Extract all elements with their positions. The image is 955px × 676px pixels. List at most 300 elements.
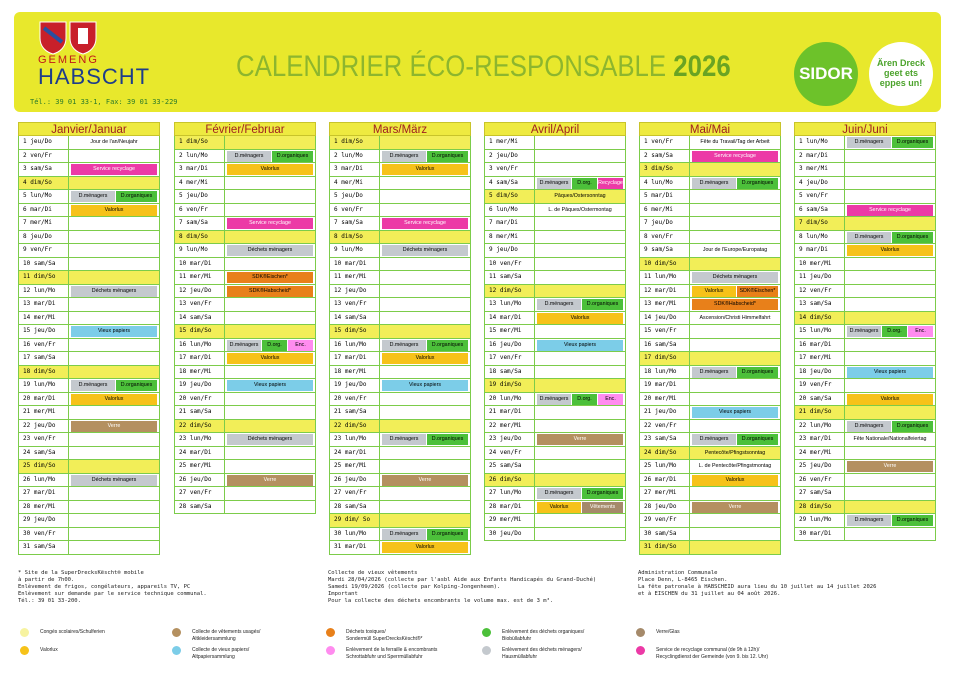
day-label: 10 ven/Fr (485, 258, 535, 271)
day-row (174, 190, 316, 204)
day-row (794, 217, 936, 231)
day-row (639, 163, 781, 177)
day-label: 15 lun/Mo (795, 325, 845, 338)
day-label: 29 ven/Fr (640, 514, 690, 527)
day-label: 16 ven/Fr (19, 339, 69, 352)
day-label: 11 sam/Sa (485, 271, 535, 284)
collection-badge: Déchets ménagers (227, 434, 313, 445)
day-label: 27 sam/Sa (795, 487, 845, 500)
day-label: 20 ven/Fr (330, 393, 380, 406)
day-row (639, 190, 781, 204)
day-row (639, 501, 781, 515)
slogan-badge: Ären Dreck geet ets eppes un! (869, 42, 933, 106)
legend-label: Verre/Glas (656, 629, 680, 635)
day-row (484, 258, 626, 272)
collection-badge: Service recyclage (227, 218, 313, 229)
day-label: 10 mar/Di (175, 258, 225, 271)
day-row (794, 136, 936, 150)
day-label: 15 jeu/Do (19, 325, 69, 338)
day-row (484, 339, 626, 353)
day-row (484, 460, 626, 474)
day-label: 19 lun/Mo (19, 379, 69, 392)
collection-badge: D.ménagers (692, 178, 736, 189)
holiday-label: L. de Pâques/Ostermontag (548, 206, 612, 213)
collection-badge: Valorlux (847, 394, 933, 405)
page-title (236, 50, 731, 84)
day-label: 8 ven/Fr (640, 231, 690, 244)
day-row (639, 285, 781, 299)
day-row (329, 244, 471, 258)
collection-badge: Vieux papiers (692, 407, 778, 418)
day-row (484, 406, 626, 420)
day-row (794, 312, 936, 326)
legend-label: Enlèvement des déchets ménagers/ Hausmüllabfuhr (502, 647, 582, 660)
day-row (484, 325, 626, 339)
day-row (18, 271, 160, 285)
day-label: 16 lun/Mo (175, 339, 225, 352)
day-label: 24 mar/Di (330, 447, 380, 460)
day-label: 23 ven/Fr (19, 433, 69, 446)
day-row (18, 231, 160, 245)
day-label: 17 dim/So (640, 352, 690, 365)
day-label: 9 jeu/Do (485, 244, 535, 257)
legend-swatch (20, 646, 29, 655)
day-row (639, 474, 781, 488)
day-row (18, 406, 160, 420)
day-label: 1 ven/Fr (640, 136, 690, 149)
day-row (329, 163, 471, 177)
day-label: 24 mar/Di (175, 447, 225, 460)
day-label: 15 dim/So (175, 325, 225, 338)
day-row (639, 177, 781, 191)
day-row (174, 474, 316, 488)
day-row (794, 474, 936, 488)
collection-badge: Valorlux (537, 313, 623, 324)
day-row (794, 339, 936, 353)
day-label: 19 ven/Fr (795, 379, 845, 392)
day-label: 17 mar/Di (330, 352, 380, 365)
day-row (174, 285, 316, 299)
day-row (639, 514, 781, 528)
day-row (794, 501, 936, 515)
collection-badge: Verre (227, 475, 313, 486)
legend-swatch (636, 646, 645, 655)
collection-badge: Vieux papiers (71, 326, 157, 337)
day-row (18, 514, 160, 528)
day-label: 25 jeu/Do (795, 460, 845, 473)
day-label: 21 mer/Mi (19, 406, 69, 419)
day-row (329, 514, 471, 528)
month-column (484, 122, 626, 541)
day-row (639, 406, 781, 420)
day-label: 29 jeu/Do (19, 514, 69, 527)
day-row (174, 420, 316, 434)
day-row (639, 541, 781, 555)
day-row (484, 150, 626, 164)
legend-label: Enlèvement de la ferraille & encombrants Schrottabfuhr und Sperrmüllabfuhr (346, 647, 438, 660)
day-row (794, 177, 936, 191)
day-row (18, 258, 160, 272)
day-label: 19 mar/Di (640, 379, 690, 392)
day-row (484, 177, 626, 191)
day-label: 3 sam/Sa (19, 163, 69, 176)
day-label: 26 lun/Mo (19, 474, 69, 487)
day-row (174, 312, 316, 326)
holiday-label: Ascension/Christi Himmelfahrt (699, 314, 771, 321)
day-label: 10 sam/Sa (19, 258, 69, 271)
collection-badge: D.organiques (892, 515, 933, 526)
day-label: 5 dim/So (485, 190, 535, 203)
day-row (18, 393, 160, 407)
day-row (174, 366, 316, 380)
day-label: 16 lun/Mo (330, 339, 380, 352)
day-label: 21 jeu/Do (640, 406, 690, 419)
day-label: 4 sam/Sa (485, 177, 535, 190)
day-row (484, 217, 626, 231)
footer-notes-1: * Site de la SuperDrecksKëscht® mobile à partir de 7h00. Enlèvement de frigos, congélateurs, appareils TV, PC Enlèvement sur demande par le service technique communal. Tél.: 39 01 33-200. (18, 570, 207, 604)
day-label: 15 dim/So (330, 325, 380, 338)
day-label: 8 lun/Mo (795, 231, 845, 244)
day-row (639, 420, 781, 434)
day-row (639, 217, 781, 231)
day-row (329, 447, 471, 461)
day-row (484, 298, 626, 312)
day-label: 18 mer/Mi (175, 366, 225, 379)
day-row (18, 366, 160, 380)
collection-badge: Verre (71, 421, 157, 432)
day-row (794, 190, 936, 204)
day-label: 18 lun/Mo (640, 366, 690, 379)
day-label: 25 mer/Mi (175, 460, 225, 473)
collection-badge: Valorlux (71, 205, 157, 216)
holiday-label: Pentecôte/Pfingstsonntag (704, 449, 766, 456)
day-label: 9 lun/Mo (175, 244, 225, 257)
collection-badge: Valorlux (382, 353, 468, 364)
day-label: 22 dim/So (175, 420, 225, 433)
day-row (484, 474, 626, 488)
day-label: 6 mer/Mi (640, 204, 690, 217)
title-text: CALENDRIER ÉCO-RESPONSABLE (236, 50, 667, 83)
legend-swatch (482, 628, 491, 637)
day-row (329, 501, 471, 515)
collection-badge: D.ménagers (537, 488, 581, 499)
day-label: 10 mer/Mi (795, 258, 845, 271)
day-label: 14 dim/So (795, 312, 845, 325)
day-label: 14 sam/Sa (175, 312, 225, 325)
day-row (639, 136, 781, 150)
day-row (329, 271, 471, 285)
day-label: 23 jeu/Do (485, 433, 535, 446)
footer-notes-2: Collecte de vieux vêtements Mardi 28/04/2026 (collecte par l'asbl Aide aux Enfants Handicapés du Grand-Duché) Samedi 19/09/2026 (collecte par Kolping-Jongenheem). Important Pour la collecte des déchets encombrants le volume max. est de 3 m³. (328, 570, 597, 604)
day-row (794, 285, 936, 299)
day-row (484, 204, 626, 218)
day-row (484, 501, 626, 515)
day-row (639, 433, 781, 447)
day-label: 22 dim/So (330, 420, 380, 433)
day-label: 30 lun/Mo (330, 528, 380, 541)
day-label: 20 ven/Fr (175, 393, 225, 406)
day-row (639, 487, 781, 501)
day-row (484, 447, 626, 461)
holiday-label: Pâques/Ostersonntag (554, 193, 606, 199)
day-label: 23 mar/Di (795, 433, 845, 446)
collection-badge: Valorlux (692, 286, 736, 297)
day-label: 24 dim/So (640, 447, 690, 460)
collection-badge: D.organiques (116, 191, 157, 202)
day-label: 13 ven/Fr (175, 298, 225, 311)
day-label: 5 ven/Fr (795, 190, 845, 203)
month-header: Janvier/Januar (18, 122, 160, 136)
day-row (794, 379, 936, 393)
day-label: 28 mer/Mi (19, 501, 69, 514)
collection-badge: D.ménagers (847, 232, 891, 243)
collection-badge: Valorlux (227, 164, 313, 175)
day-row (639, 271, 781, 285)
day-row (18, 163, 160, 177)
collection-badge: SDK®Habscheid* (227, 286, 313, 297)
day-row (484, 231, 626, 245)
day-label: 25 mer/Mi (330, 460, 380, 473)
collection-badge: D.organiques (427, 340, 468, 351)
day-label: 3 mer/Mi (795, 163, 845, 176)
collection-badge: D.ménagers (71, 380, 115, 391)
day-row (484, 420, 626, 434)
day-row (329, 528, 471, 542)
day-row (794, 325, 936, 339)
day-label: 8 dim/So (330, 231, 380, 244)
day-row (329, 366, 471, 380)
day-row (484, 163, 626, 177)
day-label: 29 lun/Mo (795, 514, 845, 527)
day-row (329, 136, 471, 150)
day-row (174, 406, 316, 420)
day-label: 28 sam/Sa (330, 501, 380, 514)
day-label: 21 mar/Di (485, 406, 535, 419)
day-label: 17 ven/Fr (485, 352, 535, 365)
day-row (329, 460, 471, 474)
day-label: 26 mar/Di (640, 474, 690, 487)
collection-badge: D.organiques (427, 529, 468, 540)
day-row (484, 379, 626, 393)
contact-info: Tél.: 39 01 33-1, Fax: 39 01 33-229 (30, 98, 178, 106)
legend-label: Collecte de vieux papiers/ Altpapiersammlung (192, 647, 250, 660)
collection-badge: D.ménagers (227, 151, 271, 162)
day-label: 25 sam/Sa (485, 460, 535, 473)
day-row (174, 352, 316, 366)
collection-badge: D.ménagers (537, 178, 571, 189)
day-label: 1 mer/Mi (485, 136, 535, 149)
day-row (794, 460, 936, 474)
day-label: 18 jeu/Do (795, 366, 845, 379)
collection-badge: Vieux papiers (382, 380, 468, 391)
day-row (639, 460, 781, 474)
day-row (484, 366, 626, 380)
day-label: 6 mar/Di (19, 204, 69, 217)
day-label: 15 ven/Fr (640, 325, 690, 338)
municipality-name: HABSCHT (38, 64, 151, 89)
collection-badge: Vieux papiers (537, 340, 623, 351)
day-label: 31 dim/So (640, 541, 690, 554)
day-row (18, 487, 160, 501)
day-label: 31 mar/Di (330, 541, 380, 554)
month-column (329, 122, 471, 555)
collection-badge: Vieux papiers (227, 380, 313, 391)
day-row (18, 447, 160, 461)
day-row (484, 271, 626, 285)
holiday-label: L. de Pentecôte/Pfingstmontag (698, 463, 772, 469)
day-row (329, 190, 471, 204)
day-row (18, 217, 160, 231)
day-label: 7 sam/Sa (330, 217, 380, 230)
collection-badge: D.ménagers (537, 394, 571, 405)
day-label: 27 ven/Fr (175, 487, 225, 500)
day-label: 29 mer/Mi (485, 514, 535, 527)
day-label: 22 jeu/Do (19, 420, 69, 433)
day-row (484, 285, 626, 299)
day-label: 13 mer/Mi (640, 298, 690, 311)
month-column (174, 122, 316, 514)
collection-badge: Service recyclage (692, 151, 778, 162)
month-header: Juin/Juni (794, 122, 936, 136)
day-label: 3 mar/Di (330, 163, 380, 176)
legend-swatch (326, 628, 335, 637)
day-label: 8 dim/So (175, 231, 225, 244)
collection-badge: Valorlux (692, 475, 778, 486)
day-label: 5 lun/Mo (19, 190, 69, 203)
collection-badge: Valorlux (227, 353, 313, 364)
day-label: 16 sam/Sa (640, 339, 690, 352)
collection-badge: Service recyclage (382, 218, 468, 229)
collection-badge: Déchets ménagers (382, 245, 468, 256)
day-label: 9 sam/Sa (640, 244, 690, 257)
day-row (794, 231, 936, 245)
collection-badge: Déchets ménagers (71, 475, 157, 486)
day-label: 3 ven/Fr (485, 163, 535, 176)
day-row (639, 204, 781, 218)
day-row (174, 393, 316, 407)
day-label: 4 lun/Mo (640, 177, 690, 190)
collection-badge: D.organiques (582, 299, 623, 310)
collection-badge: Service recyclage (847, 205, 933, 216)
collection-badge: Déchets ménagers (227, 245, 313, 256)
collection-badge: Enc. (908, 326, 933, 337)
legend-swatch (172, 646, 181, 655)
day-row (484, 352, 626, 366)
day-label: 26 jeu/Do (330, 474, 380, 487)
day-label: 19 jeu/Do (330, 379, 380, 392)
legend-swatch (636, 628, 645, 637)
collection-badge: D.organiques (427, 151, 468, 162)
day-label: 8 jeu/Do (19, 231, 69, 244)
day-label: 13 sam/Sa (795, 298, 845, 311)
day-label: 12 dim/So (485, 285, 535, 298)
header-banner (14, 12, 941, 112)
day-row (794, 150, 936, 164)
day-row (639, 393, 781, 407)
day-label: 20 sam/Sa (795, 393, 845, 406)
day-label: 14 sam/Sa (330, 312, 380, 325)
collection-badge: Verre (382, 475, 468, 486)
day-label: 16 mar/Di (795, 339, 845, 352)
day-row (18, 177, 160, 191)
day-row (329, 298, 471, 312)
day-label: 20 lun/Mo (485, 393, 535, 406)
day-row (174, 177, 316, 191)
day-row (794, 528, 936, 542)
day-row (174, 325, 316, 339)
day-label: 9 mar/Di (795, 244, 845, 257)
day-label: 21 dim/So (795, 406, 845, 419)
day-row (639, 298, 781, 312)
holiday-label: Jour de l'an/Neujahr (90, 139, 138, 145)
day-row (329, 285, 471, 299)
collection-badge: Verre (847, 461, 933, 472)
day-label: 12 jeu/Do (175, 285, 225, 298)
day-row (484, 487, 626, 501)
month-header: Mai/Mai (639, 122, 781, 136)
month-header: Mars/März (329, 122, 471, 136)
legend-swatch (482, 646, 491, 655)
day-row (794, 366, 936, 380)
day-label: 14 jeu/Do (640, 312, 690, 325)
day-label: 16 jeu/Do (485, 339, 535, 352)
collection-badge: D.ménagers (382, 340, 426, 351)
day-row (18, 190, 160, 204)
day-row (174, 150, 316, 164)
collection-badge: D.organiques (892, 232, 933, 243)
day-row (18, 312, 160, 326)
day-row (639, 366, 781, 380)
collection-badge: D.organiques (892, 421, 933, 432)
collection-badge: D.ménagers (382, 529, 426, 540)
day-label: 8 mer/Mi (485, 231, 535, 244)
day-row (794, 271, 936, 285)
day-row (639, 447, 781, 461)
day-row (794, 352, 936, 366)
collection-badge: Enc. (288, 340, 313, 351)
collection-badge: D.org. (572, 178, 597, 189)
day-row (18, 136, 160, 150)
day-label: 11 mer/Mi (175, 271, 225, 284)
day-label: 13 mar/Di (19, 298, 69, 311)
day-label: 4 dim/So (19, 177, 69, 190)
day-row (18, 433, 160, 447)
legend-swatch (20, 628, 29, 637)
day-row (174, 379, 316, 393)
day-row (174, 339, 316, 353)
day-row (329, 420, 471, 434)
day-row (174, 447, 316, 461)
coat-of-arms-logo (38, 20, 98, 56)
day-label: 7 dim/So (795, 217, 845, 230)
collection-badge: D.ménagers (382, 434, 426, 445)
day-label: 5 jeu/Do (330, 190, 380, 203)
footer-notes-3: Administration Communale Place Denn, L-8465 Eischen. La fête patronale à HABSCHEID aura lieu du 10 juillet au 14 juillet 2026 et à EISCHEN du 31 juillet au 04 août 2026. (638, 570, 877, 597)
collection-badge: D.organiques (116, 380, 157, 391)
collection-badge: D.organiques (892, 137, 933, 148)
day-label: 25 dim/So (19, 460, 69, 473)
legend-swatch (326, 646, 335, 655)
day-label: 2 mar/Di (795, 150, 845, 163)
legend-swatch (172, 628, 181, 637)
day-label: 2 lun/Mo (330, 150, 380, 163)
collection-badge: D.ménagers (847, 515, 891, 526)
day-row (484, 514, 626, 528)
day-label: 2 lun/Mo (175, 150, 225, 163)
legend-label: Service de recyclage communal (de 9h à 12h)/ Recyclingdienst der Gemeinde (von 9. bis 12. Uhr) (656, 647, 768, 660)
day-row (18, 528, 160, 542)
day-label: 6 ven/Fr (330, 204, 380, 217)
